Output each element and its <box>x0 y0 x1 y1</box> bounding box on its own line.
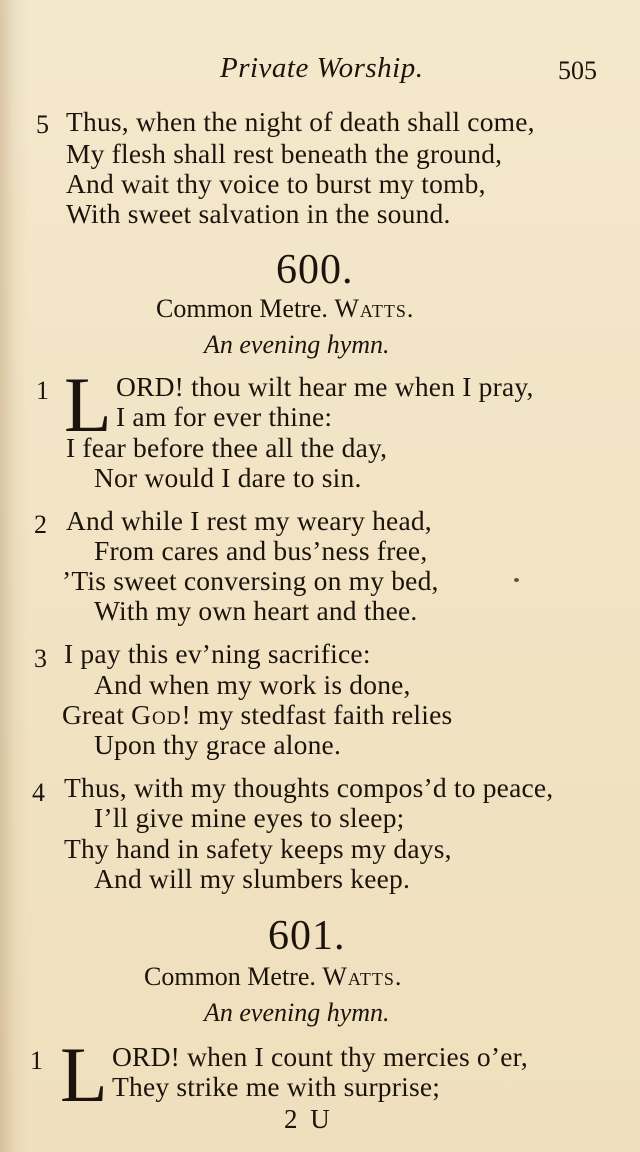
verse-line: My flesh shall rest beneath the ground, <box>66 138 503 169</box>
stanza-number: 5 <box>36 110 49 139</box>
hymn-subtitle: An evening hymn. <box>204 998 390 1027</box>
verse-line: With sweet salvation in the sound. <box>66 198 451 229</box>
verse-line <box>62 699 452 731</box>
verse-line: Thus, when the night of death shall come, <box>66 106 535 137</box>
drop-cap: L <box>60 1031 108 1118</box>
verse-line: ORD! when I count thy mercies o’er, <box>112 1041 528 1072</box>
stanza-number: 1 <box>36 376 49 405</box>
stanza-number: 4 <box>32 778 45 807</box>
verse-line: Nor would I dare to sin. <box>94 462 362 493</box>
signature-mark: 2 U <box>284 1104 333 1134</box>
page-number: 505 <box>558 56 597 85</box>
verse-line: ORD! thou wilt hear me when I pray, <box>116 371 534 402</box>
hymn-number: 601. <box>268 913 346 959</box>
verse-line: From cares and bus’ness free, <box>94 535 428 566</box>
hymn-subtitle: An evening hymn. <box>204 330 390 359</box>
verse-line: Thy hand in safety keeps my days, <box>64 833 452 864</box>
verse-line: And while I rest my weary head, <box>66 505 432 536</box>
verse-line: I’ll give mine eyes to sleep; <box>94 802 405 833</box>
hymn-metre-line <box>156 294 414 324</box>
stanza-number: 3 <box>34 644 47 673</box>
verse-line: And wait thy voice to burst my tomb, <box>66 168 486 199</box>
verse-line: ’Tis sweet conversing on my bed, <box>62 565 439 596</box>
verse-text: ! my stedfast faith relies <box>181 699 453 730</box>
running-header-title: Private Worship. <box>220 52 424 84</box>
verse-line: I pay this ev’ning sacrifice: <box>64 638 371 669</box>
hymn-number: 600. <box>276 247 354 293</box>
paper-speck <box>514 578 519 582</box>
verse-line: And will my slumbers keep. <box>94 863 411 894</box>
verse-text: Great <box>62 699 132 730</box>
drop-cap: L <box>64 361 112 448</box>
hymn-author: Watts. <box>322 962 403 991</box>
verse-line: With my own heart and thee. <box>94 595 418 626</box>
verse-line: I am for ever thine: <box>116 401 333 432</box>
verse-line: Upon thy grace alone. <box>94 729 342 760</box>
hymn-metre-line <box>144 962 402 992</box>
verse-line: I fear before thee all the day, <box>66 432 388 463</box>
hymn-metre: Common Metre. <box>156 294 328 323</box>
stanza-number: 1 <box>30 1046 43 1075</box>
hymn-metre: Common Metre. <box>144 962 316 991</box>
stanza-number: 2 <box>34 510 47 539</box>
verse-line: They strike me with surprise; <box>112 1071 441 1102</box>
verse-line: And when my work is done, <box>94 669 411 700</box>
hymn-author: Watts. <box>334 294 415 323</box>
small-caps-word: God <box>131 699 182 730</box>
verse-line: Thus, with my thoughts compos’d to peace, <box>64 772 554 803</box>
